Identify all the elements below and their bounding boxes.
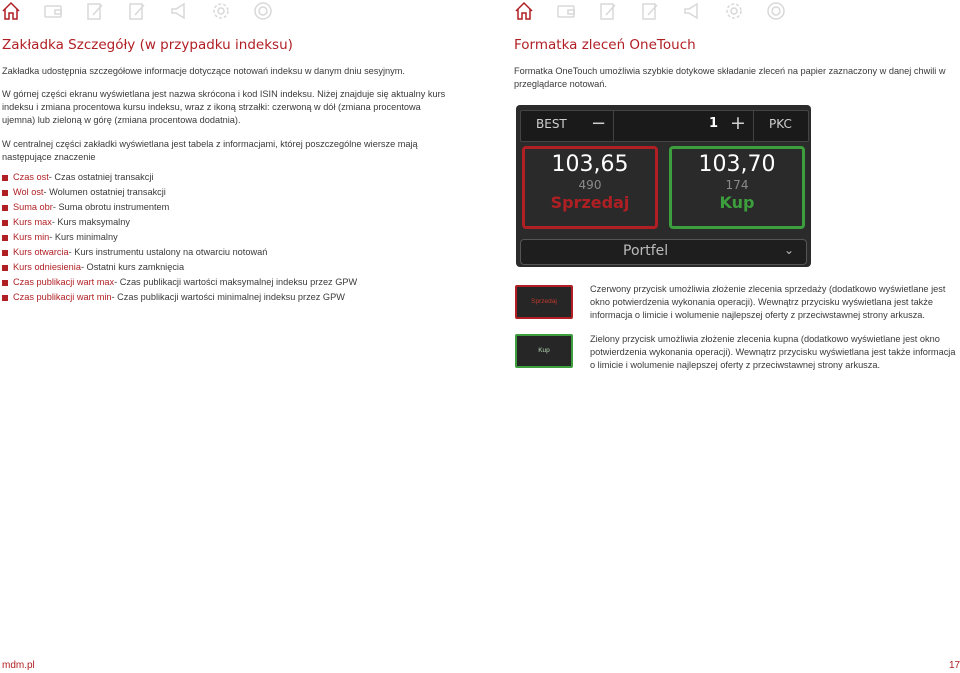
list-item: Czas publikacji wart max - Czas publikacji wartości maksymalnej indeksu przez GPW	[0, 275, 357, 290]
buy-description: Zielony przycisk umożliwia złożenie zlecenia kupna (dodatkowo wyświetlane jest okno potwierdzenia wykonania operacji). Wewnątrz przycisku wyświetlana jest także informacja o limicie i wolumenie najlepszej oferty z przeciwstawnej strony arkusza.	[590, 334, 956, 370]
bullet-square	[2, 175, 8, 181]
nav-icons-left	[1, 1, 295, 21]
megaphone-icon[interactable]	[682, 1, 702, 21]
buy-volume: 174	[725, 178, 749, 192]
portfel-dropdown[interactable]	[520, 239, 807, 265]
edit-icon[interactable]	[127, 1, 147, 21]
onetouch-widget	[516, 105, 811, 267]
sell-label: Sprzedaj	[550, 193, 630, 212]
best-option[interactable]: BEST	[536, 117, 567, 131]
increase-button[interactable]: +	[730, 112, 746, 134]
list-item: Kurs max - Kurs maksymalny	[0, 215, 357, 230]
divider	[613, 111, 614, 141]
lifebuoy-icon[interactable]	[253, 1, 273, 21]
bullet-square	[2, 205, 8, 211]
edit-icon[interactable]	[640, 1, 660, 21]
definitions-list	[0, 170, 357, 305]
bullet-square	[2, 190, 8, 196]
list-item: Suma obr - Suma obrotu instrumentem	[0, 200, 357, 215]
footer-site[interactable]: mdm.pl	[2, 660, 35, 671]
edit-icon[interactable]	[85, 1, 105, 21]
list-item: Czas ost - Czas ostatniej transakcji	[0, 170, 357, 185]
gear-icon[interactable]	[211, 1, 231, 21]
sell-button-sample: Sprzedaj	[515, 285, 573, 319]
right-intro: Formatka OneTouch umożliwia szybkie dotykowe składanie zleceń na papier zaznaczony w danej chwili w przeglądarce notowań.	[514, 66, 946, 89]
bullet-square	[2, 265, 8, 271]
sell-volume: 490	[578, 178, 602, 192]
bullet-square	[2, 295, 8, 301]
left-paragraph-2: W górnej części ekranu wyświetlana jest nazwa skrócona i kod ISIN indeksu. Niżej znajduje się aktualny kurs indeksu i zmiana procentowa kursu indeksu, wraz z ikoną strzałki: czerwoną w dół (zmiana procentowa ujemna) lub zieloną w górę (zmiana procentowa dodatnia).	[2, 89, 446, 125]
edit-icon[interactable]	[598, 1, 618, 21]
home-icon[interactable]	[514, 1, 534, 21]
sell-button[interactable]	[522, 146, 658, 229]
decrease-button[interactable]: −	[591, 113, 607, 134]
sell-description: Czerwony przycisk umożliwia złożenie zlecenia sprzedaży (dodatkowo wyświetlane jest okno potwierdzenia wykonania operacji). Wewnątrz przycisku wyświetlana jest także informacja o limicie i wolumenie najlepszej oferty z przeciwstawnej strony arkusza.	[590, 284, 946, 320]
list-item: Kurs odniesienia - Ostatni kurs zamknięcia	[0, 260, 357, 275]
bullet-square	[2, 280, 8, 286]
buy-button[interactable]	[669, 146, 805, 229]
sell-price: 103,65	[551, 152, 629, 177]
wallet-icon[interactable]	[556, 1, 576, 21]
quantity-value[interactable]: 1	[709, 116, 719, 131]
megaphone-icon[interactable]	[169, 1, 189, 21]
pkc-option[interactable]: PKC	[769, 117, 792, 131]
list-item: Kurs min - Kurs minimalny	[0, 230, 357, 245]
chevron-down-icon: ⌄	[783, 243, 794, 257]
bullet-square	[2, 250, 8, 256]
list-item: Kurs otwarcia - Kurs instrumentu ustalony na otwarciu notowań	[0, 245, 357, 260]
bullet-square	[2, 235, 8, 241]
list-item: Wol ost - Wolumen ostatniej transakcji	[0, 185, 357, 200]
right-title: Formatka zleceń OneTouch	[514, 37, 696, 53]
bullet-square	[2, 220, 8, 226]
left-intro: Zakładka udostępnia szczegółowe informacje dotyczące notowań indeksu w danym dniu sesyjnym.	[2, 66, 405, 76]
wallet-icon[interactable]	[43, 1, 63, 21]
portfel-label: Portfel	[623, 243, 669, 259]
lifebuoy-icon[interactable]	[766, 1, 786, 21]
left-title: Zakładka Szczegóły (w przypadku indeksu)	[2, 37, 293, 53]
page-number: 17	[949, 660, 960, 671]
buy-price: 103,70	[698, 152, 776, 177]
list-item: Czas publikacji wart min - Czas publikacji wartości minimalnej indeksu przez GPW	[0, 290, 357, 305]
left-paragraph-3: W centralnej części zakładki wyświetlana jest tabela z informacjami, której poszczególne wiersze mają następujące znaczenie	[2, 139, 418, 162]
order-toolbar	[520, 110, 809, 142]
divider	[753, 111, 754, 141]
buy-label: Kup	[719, 193, 755, 212]
nav-icons-right	[514, 1, 808, 21]
home-icon[interactable]	[1, 1, 21, 21]
gear-icon[interactable]	[724, 1, 744, 21]
buy-button-sample: Kup	[515, 334, 573, 368]
